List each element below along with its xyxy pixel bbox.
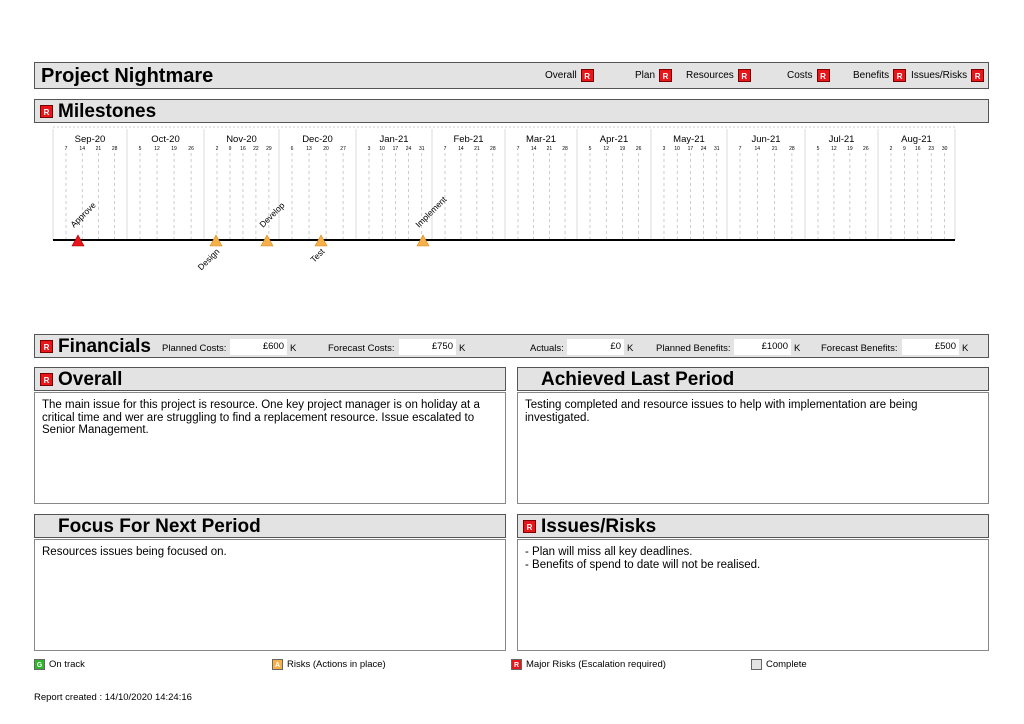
day-label: 20 [323, 146, 329, 152]
financial-value: £0 [567, 339, 624, 355]
legend-item [511, 659, 666, 670]
day-label: 30 [941, 146, 948, 152]
day-label: 31 [713, 146, 720, 152]
day-label: 9 [903, 146, 906, 152]
day-label: 3 [367, 146, 371, 152]
month-label: Aug-21 [901, 134, 932, 145]
day-label: 14 [79, 146, 85, 152]
day-label: 21 [546, 146, 553, 152]
focus-box [34, 539, 506, 651]
legend-item [272, 659, 386, 670]
day-label: 7 [738, 146, 742, 152]
day-label: 27 [340, 146, 346, 152]
day-label: 28 [789, 146, 795, 152]
financial-unit: K [794, 343, 801, 354]
financial-label: Planned Benefits: [656, 343, 731, 354]
milestones-rag-badge: R [40, 105, 53, 118]
financial-unit: K [290, 343, 297, 354]
issues-list [518, 540, 988, 577]
achieved-title: Achieved Last Period [541, 369, 735, 390]
day-label: 16 [240, 146, 246, 152]
issue-line: - Benefits of spend to date will not be realised. [525, 558, 761, 571]
status-rag-badge: R [659, 69, 672, 82]
month-label: Jul-21 [828, 134, 855, 145]
day-label: 24 [700, 146, 707, 152]
day-label: 17 [687, 146, 694, 152]
day-label: 12 [603, 146, 609, 152]
legend-swatch: R [511, 659, 522, 670]
overall-text: The main issue for this project is resource. One key project manager is on holiday at a critical time and wer are struggling to find a replacement resource. Issue escalated to Senior Management. [42, 399, 480, 436]
day-label: 26 [863, 146, 869, 152]
milestone-label: Design [195, 246, 222, 273]
day-label: 7 [443, 146, 447, 152]
financial-value: £500 [902, 339, 959, 355]
issues-box [517, 539, 989, 651]
day-label: 12 [831, 146, 837, 152]
issue-line: - Plan will miss all key deadlines. [525, 546, 693, 558]
financial-unit: K [459, 343, 466, 354]
day-label: 19 [619, 146, 626, 152]
status-issues-risks [911, 69, 984, 82]
financial-label: Forecast Benefits: [821, 343, 898, 354]
status-rag-badge: R [738, 69, 751, 82]
legend-item [34, 659, 85, 670]
legend-swatch: A [272, 659, 283, 670]
status-rag-badge: R [817, 69, 830, 82]
day-label: 23 [928, 146, 934, 152]
day-label: 19 [171, 146, 177, 152]
legend-item [751, 659, 807, 670]
milestone-label: Implement [413, 194, 449, 230]
status-plan [635, 69, 672, 82]
status-benefits [853, 69, 906, 82]
financial-value: £1000 [734, 339, 791, 355]
day-label: 5 [816, 146, 820, 152]
financial-unit: K [962, 343, 969, 354]
day-label: 12 [154, 146, 160, 152]
focus-text: Resources issues being focused on. [42, 546, 227, 558]
day-label: 10 [379, 146, 385, 152]
day-label: 7 [64, 146, 68, 152]
milestone-label: Approve [68, 199, 98, 230]
legend-label: Risks (Actions in place) [287, 659, 386, 670]
issues-rag-badge: R [523, 520, 536, 533]
legend-label: Complete [766, 659, 807, 670]
day-label: 5 [138, 146, 142, 152]
day-label: 21 [771, 146, 778, 152]
status-rag-badge: R [581, 69, 594, 82]
day-label: 28 [562, 146, 568, 152]
month-label: Sep-20 [74, 134, 106, 145]
day-label: 5 [588, 146, 592, 152]
overall-rag-badge: R [40, 373, 53, 386]
financial-label: Actuals: [530, 343, 564, 354]
day-label: 2 [889, 146, 893, 152]
day-label: 22 [253, 146, 259, 152]
achieved-box [517, 392, 989, 504]
financial-label: Planned Costs: [162, 343, 227, 354]
issues-title: Issues/Risks [541, 516, 657, 537]
milestone-label: Test [308, 246, 327, 265]
status-label: Costs [787, 70, 813, 81]
day-label: 21 [95, 146, 102, 152]
overall-title: Overall [58, 369, 123, 390]
month-label: Feb-21 [453, 134, 484, 145]
month-label: Jan-21 [379, 134, 409, 145]
day-label: 29 [266, 146, 272, 152]
issues-header [517, 514, 989, 538]
overall-header [34, 367, 506, 391]
day-label: 6 [290, 146, 294, 152]
day-label: 26 [635, 146, 642, 152]
milestones-title: Milestones [58, 101, 157, 122]
project-title: Project Nightmare [41, 65, 214, 87]
day-label: 9 [228, 146, 232, 152]
status-label: Issues/Risks [911, 70, 968, 81]
day-label: 19 [847, 146, 853, 152]
month-label: Oct-20 [151, 134, 180, 145]
month-label: Mar-21 [525, 134, 557, 145]
status-label: Overall [545, 70, 577, 81]
milestone-label: Develop [257, 200, 287, 230]
month-label: Apr-21 [599, 134, 629, 145]
financials-bar [34, 334, 989, 358]
day-label: 2 [215, 146, 219, 152]
day-label: 14 [754, 146, 761, 152]
day-label: 31 [418, 146, 425, 152]
status-resources [686, 69, 751, 82]
legend-label: On track [49, 659, 85, 670]
financial-unit: K [627, 343, 634, 354]
day-label: 7 [516, 146, 520, 152]
day-label: 16 [915, 146, 921, 152]
month-label: May-21 [673, 134, 705, 145]
status-rag-badge: R [893, 69, 906, 82]
legend-swatch: G [34, 659, 45, 670]
day-label: 14 [458, 146, 464, 152]
financial-value: £600 [230, 339, 287, 355]
focus-title: Focus For Next Period [58, 516, 261, 537]
status-overall [545, 69, 594, 82]
month-label: Jun-21 [751, 134, 781, 145]
legend-label: Major Risks (Escalation required) [526, 659, 666, 670]
status-label: Benefits [853, 70, 890, 81]
day-label: 10 [674, 146, 680, 152]
day-label: 26 [188, 146, 194, 152]
day-label: 13 [306, 146, 312, 152]
day-label: 28 [111, 146, 118, 152]
legend-swatch [751, 659, 762, 670]
day-label: 28 [490, 146, 496, 152]
month-label: Nov-20 [226, 134, 257, 145]
financial-label: Forecast Costs: [328, 343, 395, 354]
day-label: 17 [392, 146, 399, 152]
report-created: Report created : 14/10/2020 14:24:16 [34, 692, 192, 703]
achieved-text: Testing completed and resource issues to help with implementation are being investigated. [525, 399, 918, 424]
day-label: 21 [474, 146, 480, 152]
day-label: 3 [662, 146, 666, 152]
financials-title: Financials [58, 336, 151, 357]
status-label: Plan [635, 70, 656, 81]
focus-header [34, 514, 506, 538]
day-label: 24 [405, 146, 412, 152]
status-label: Resources [686, 70, 734, 81]
achieved-header [517, 367, 989, 391]
milestone-timeline [0, 123, 1024, 298]
header-bar [34, 62, 989, 89]
month-label: Dec-20 [302, 134, 333, 145]
financials-rag-badge: R [40, 340, 53, 353]
status-rag-badge: R [971, 69, 984, 82]
overall-box [34, 392, 506, 504]
day-label: 14 [530, 146, 537, 152]
financial-value: £750 [399, 339, 456, 355]
milestones-header [34, 99, 989, 123]
status-costs [787, 69, 830, 82]
